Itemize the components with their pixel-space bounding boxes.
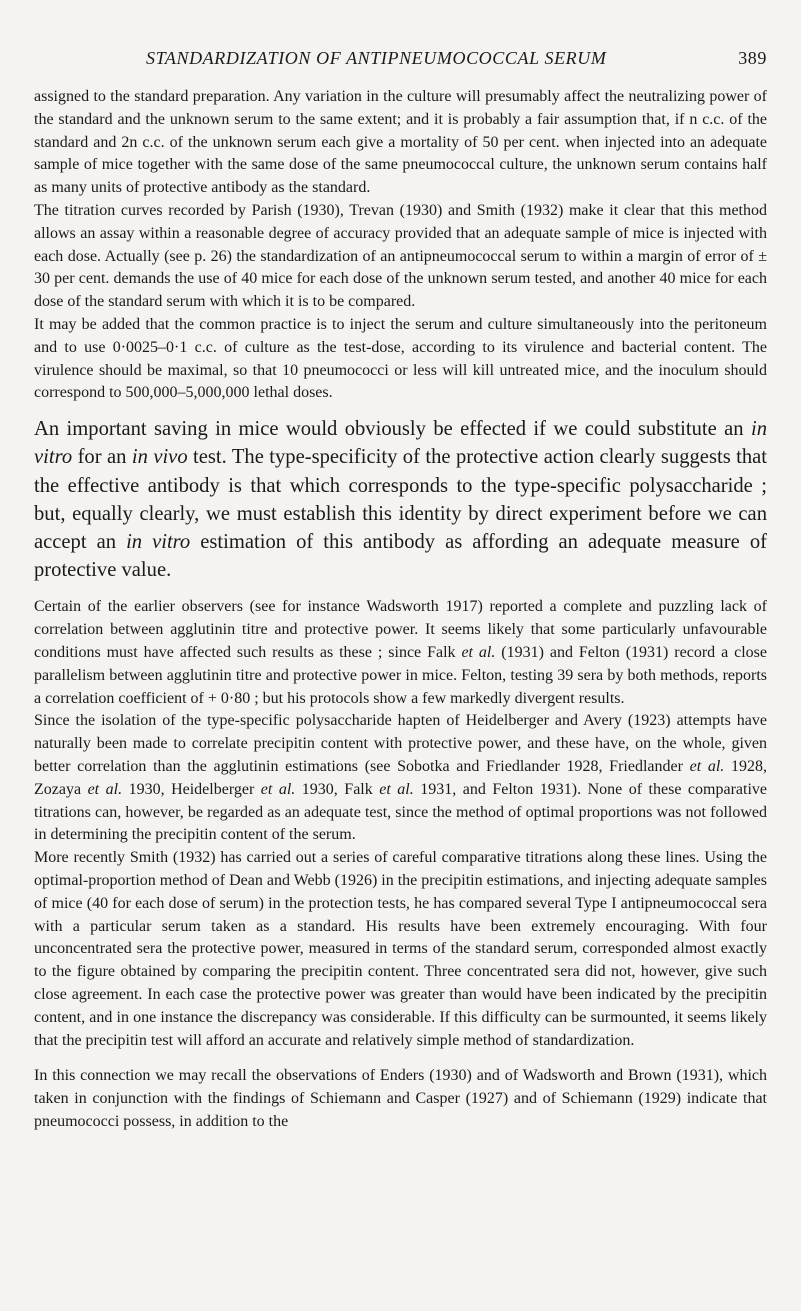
p4-text-g: estimation of this antibody as affording an adequate measure of protective value. (34, 530, 767, 582)
p6-text-c: 1928, Zozaya (34, 757, 767, 798)
page (34, 48, 767, 1134)
p6-italic-f: et al. (260, 780, 296, 798)
page-number: 389 (738, 48, 767, 68)
small-print-block-1 (34, 86, 767, 405)
p6-italic-b: et al. (689, 757, 725, 775)
p4-text-c: for an (72, 446, 132, 469)
p6-italic-h: et al. (379, 780, 414, 798)
paragraph-8: In this connection we may recall the observations of Enders (1930) and of Wadsworth and Brown (1931), which taken in conjunction with the findings of Schiemann and Casper (1927) and of Schiemann (1929) indicate that pneumococci possess, in addition to the (34, 1067, 767, 1130)
p4-italic-b: in vitro (34, 418, 767, 469)
p5-italic-b: et al. (461, 643, 496, 661)
p4-text-e: test. The type-specificity of the protective action clearly suggests that the effective antibody is that which corresponds to the type-specific polysaccharide ; but, equally clearly, we must establish this identity by direct experiment before we can accept an (34, 446, 768, 553)
p6-text-i: 1931, and Felton 1931). None of these comparative titrations can, however, be regarded as an adequate test, since the method of optimal proportions was not followed in determining the precipitin content of the serum. (34, 780, 767, 844)
paragraph-7: More recently Smith (1932) has carried out a series of careful comparative titrations along these lines. Using the optimal-proportion method of Dean and Webb (1926) in the precipitin estimations, and injecting adequate samples of mice (40 for each dose of serum) in the protection tests, he has compared several Type I antipneumococcal sera with a particular serum taken as a standard. His results have been extremely encouraging. With four unconcentrated sera the protective power, measured in terms of the standard serum, corresponded almost exactly to the figure obtained by comparing the precipitin content. Three concentrated sera did not, however, give such close agreement. In each case the protective power was greater than would have been indicated by the precipitin content, and in one instance the discrepancy was considerable. If this difficulty can be surmounted, it seems likely that the precipitin test will afford an accurate and relatively simple method of standardization. (34, 849, 767, 1049)
main-text-block (34, 415, 767, 584)
p4-text-a: An important saving in mice would obviously be effected if we could substitute an (34, 418, 751, 441)
p5-text-a: Certain of the earlier observers (see for instance Wadsworth 1917) reported a complete and puzzling lack of correlation between agglutinin titre and protective power. It seems likely that some particularly unfavourable conditions must have affected such results as these ; since Falk (34, 598, 767, 661)
paragraph-3: It may be added that the common practice is to inject the serum and culture simultaneously into the peritoneum and to use 0·0025–0·1 c.c. of culture as the test-dose, according to its virulence and bacterial content. The virulence should be maximal, so that 10 pneumococci or less will kill untreated mice, and the inoculum should correspond to 500,000–5,000,000 lethal doses. (34, 315, 767, 402)
p4-italic-f: in vitro (126, 530, 191, 553)
p6-italic-d: et al. (87, 780, 123, 798)
running-title: STANDARDIZATION OF ANTIPNEUMOCOCCAL SERUM (146, 48, 607, 68)
paragraph-6 (34, 710, 767, 847)
running-head (34, 48, 767, 74)
small-print-block-3 (34, 1065, 767, 1133)
small-print-block-2 (34, 596, 767, 1052)
paragraph-1: assigned to the standard preparation. Any variation in the culture will presumably affect the neutralizing power of the standard and the unknown serum to the same extent; and it is probably a fair assumption that, if n c.c. of the standard and 2n c.c. of the unknown serum each give a mortality of 50 per cent. when injected into an adequate sample of mice together with the same dose of the same pneumococcal culture, the unknown serum contains half as many units of protective antibody as the standard. (34, 88, 767, 197)
p4-italic-d: in vivo (131, 446, 188, 469)
paragraph-5 (34, 596, 767, 710)
paragraph-2: The titration curves recorded by Parish (1930), Trevan (1930) and Smith (1932) make it clear that this method allows an assay within a reasonable degree of accuracy provided that an adequate sample of mice is injected with each dose. Actually (see p. 26) the standardization of an antipneumococcal serum to within a margin of error of ± 30 per cent. demands the use of 40 mice for each dose of the unknown serum tested, and another 40 mice for each dose of the standard serum with which it is to be compared. (34, 201, 767, 311)
p6-text-a: Since the isolation of the type-specific polysaccharide hapten of Heidelberger and Avery (1923) attempts have naturally been made to correlate precipitin content with protective power, and these have, on the whole, given better correlation than the agglutinin estimations (see Sobotka and Friedlander 1928, Friedlander (34, 712, 767, 775)
p5-text-c: (1931) and Felton (1931) record a close parallelism between agglutinin titre and protective power in mice. Felton, testing 39 sera by both methods, reports a correlation coefficient of + 0·80 ; but his protocols show a few markedly divergent results. (34, 643, 767, 707)
p6-text-g: 1930, Falk (295, 780, 380, 798)
paragraph-4 (34, 415, 767, 584)
p6-text-e: 1930, Heidelberger (122, 780, 261, 798)
